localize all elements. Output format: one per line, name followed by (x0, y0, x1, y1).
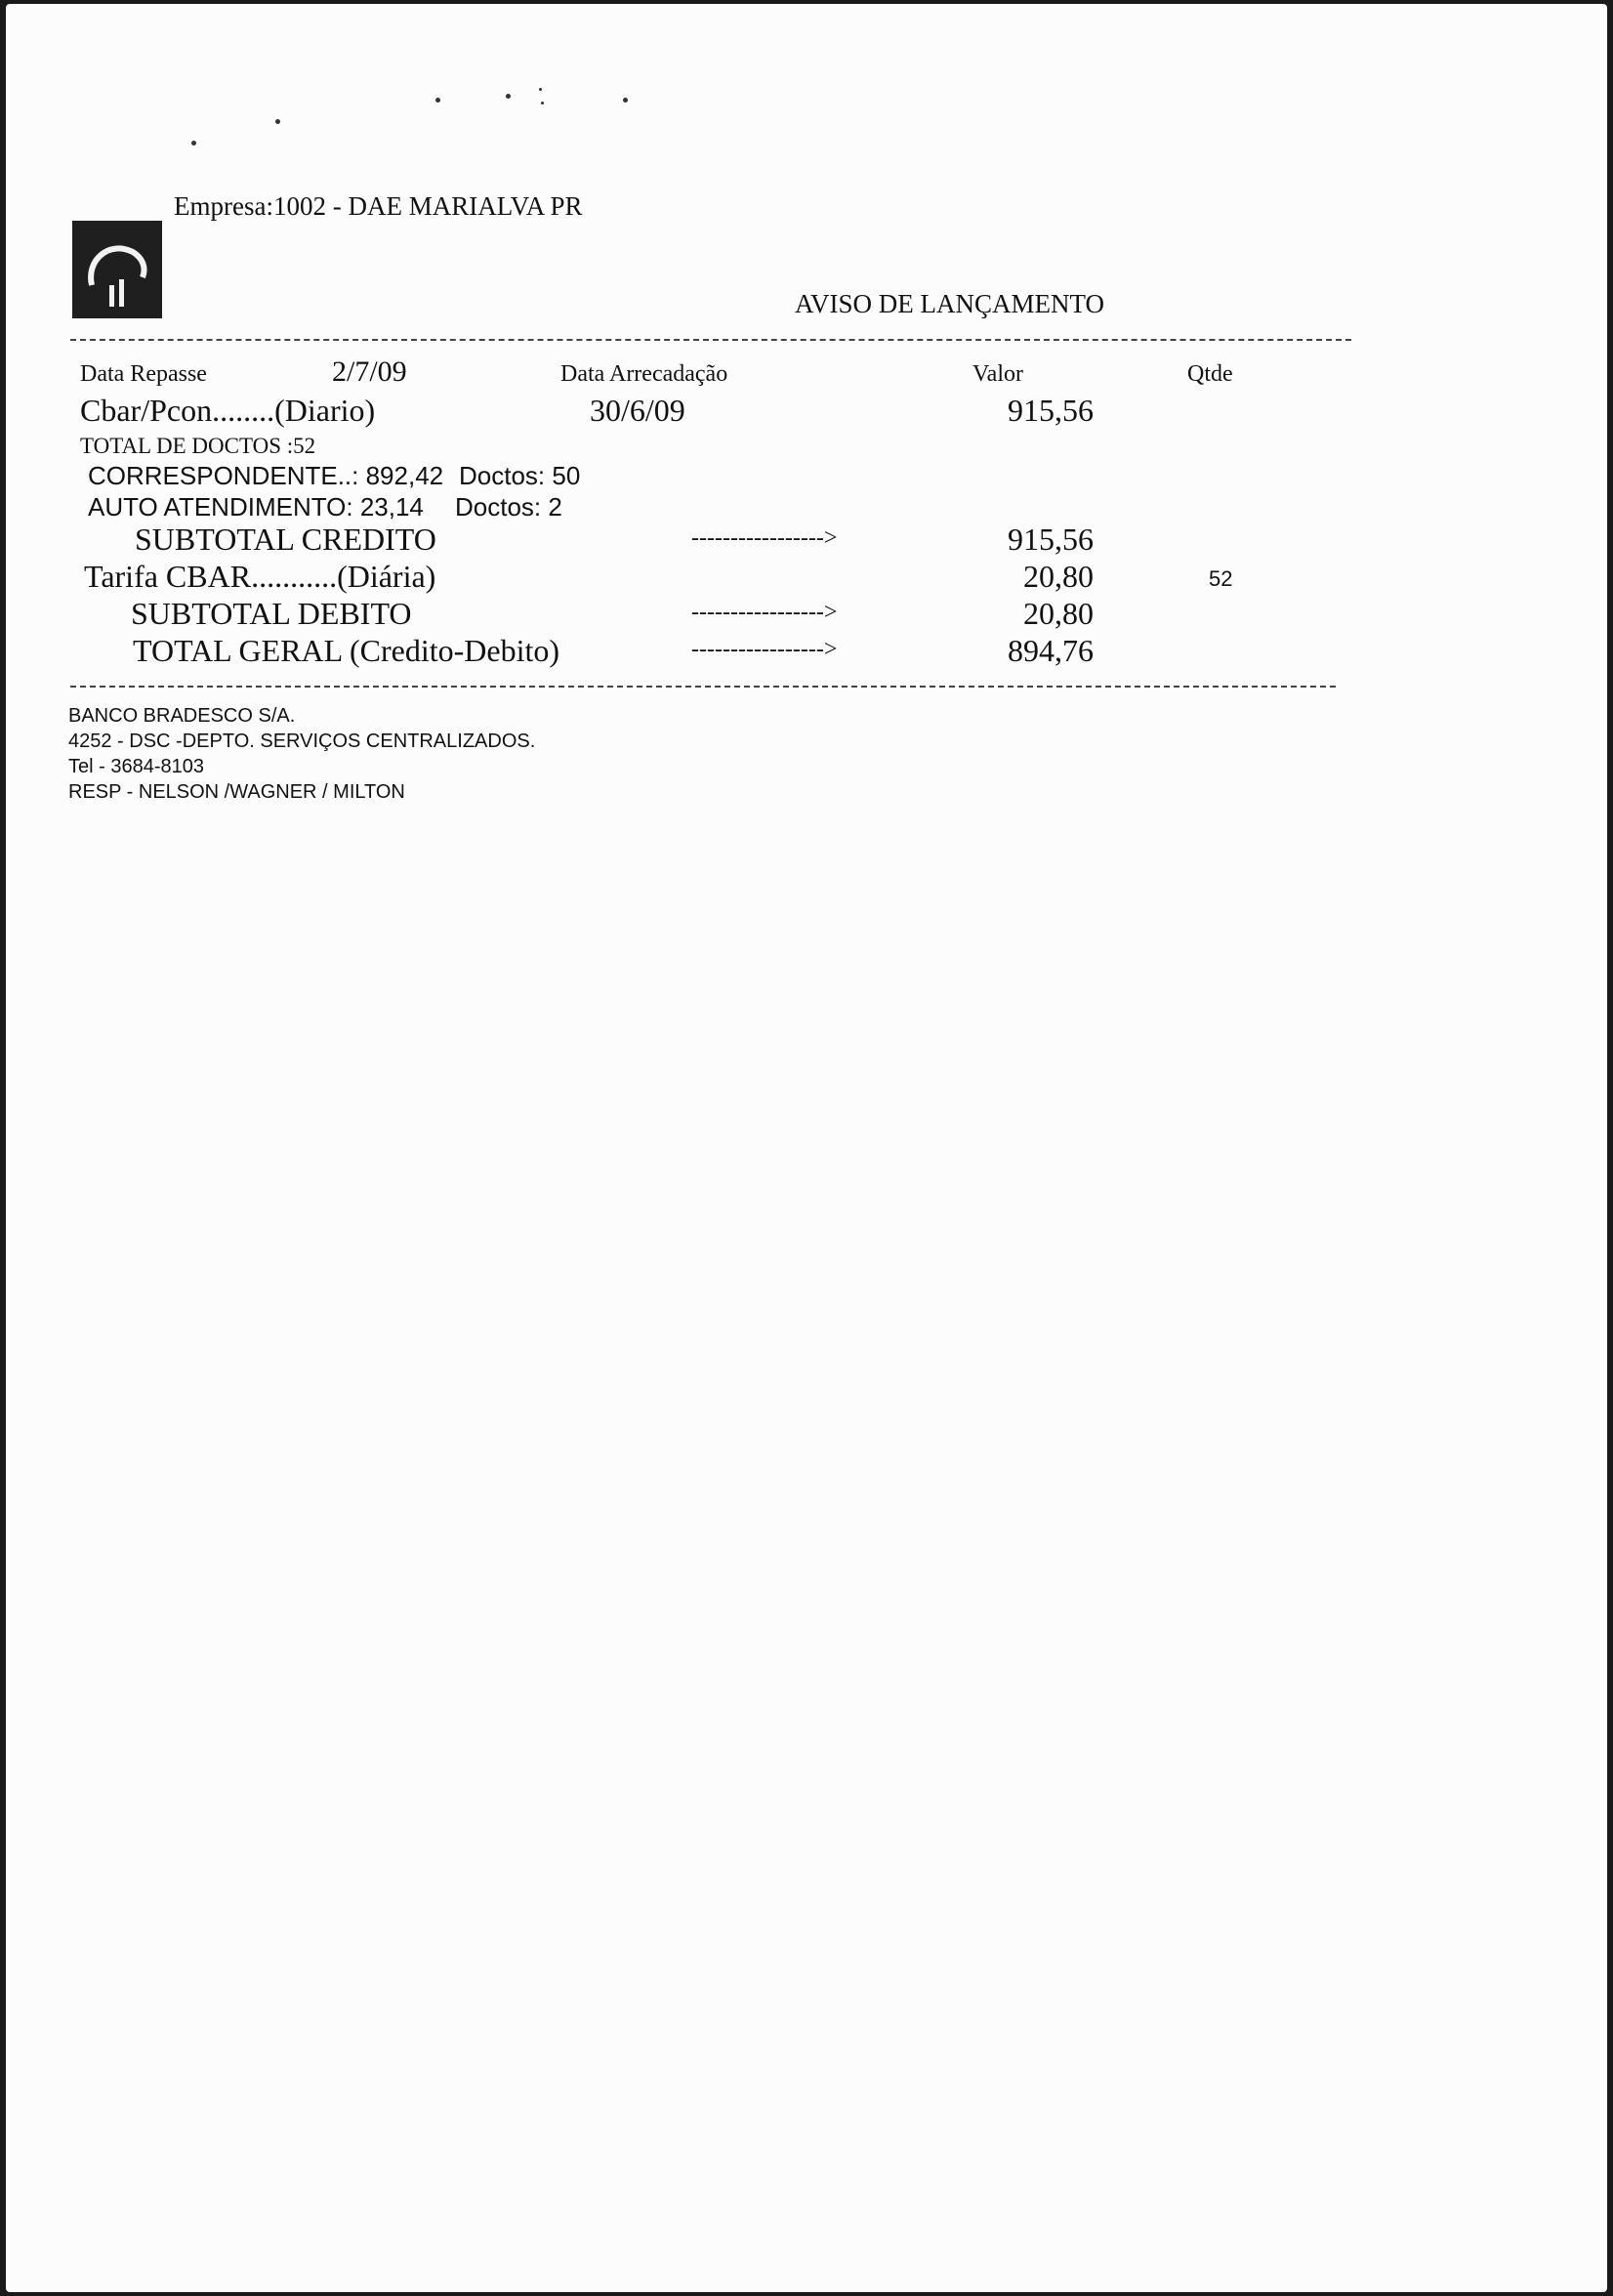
footer-resp: RESP - NELSON /WAGNER / MILTON (68, 781, 405, 803)
footer-tel: Tel - 3684-8103 (68, 756, 204, 777)
auto-atendimento-label: AUTO ATENDIMENTO: 23,14 (88, 492, 424, 522)
qtde-label: Qtde (1187, 361, 1233, 387)
correspondente-label: CORRESPONDENTE..: 892,42 (88, 461, 444, 490)
scan-speck (541, 102, 544, 104)
subtotal-credito-arrow: -----------------> (691, 525, 838, 551)
document-page (6, 4, 1607, 2292)
total-geral-label: TOTAL GERAL (Credito-Debito) (133, 633, 560, 668)
cbar-label: Cbar/Pcon........(Diario) (80, 393, 376, 428)
subtotal-debito-value: 20,80 (1023, 596, 1094, 631)
footer-bank: BANCO BRADESCO S/A. (68, 705, 296, 727)
bradesco-logo-icon (72, 221, 162, 318)
total-geral-value: 894,76 (1008, 633, 1094, 668)
scan-speck (191, 141, 196, 146)
document-title: AVISO DE LANÇAMENTO (795, 289, 1105, 318)
tarifa-value: 20,80 (1023, 559, 1094, 594)
tarifa-label: Tarifa CBAR...........(Diária) (84, 559, 436, 594)
data-arrecadacao-label: Data Arrecadação (560, 361, 728, 387)
scan-speck (623, 98, 628, 103)
separator-bottom (70, 686, 1336, 688)
scan-speck (435, 98, 440, 103)
scan-speck (275, 119, 280, 124)
cbar-value: 915,56 (1008, 393, 1094, 428)
company-name: Empresa:1002 - DAE MARIALVA PR (174, 191, 583, 221)
subtotal-debito-arrow: -----------------> (691, 600, 838, 625)
auto-atendimento-doctos: Doctos: 2 (455, 492, 562, 522)
total-doctos: TOTAL DE DOCTOS :52 (80, 434, 316, 458)
footer-dept: 4252 - DSC -DEPTO. SERVIÇOS CENTRALIZADOS. (68, 731, 536, 752)
total-geral-arrow: -----------------> (691, 637, 838, 662)
scan-speck (539, 88, 542, 91)
correspondente-doctos: Doctos: 50 (459, 461, 581, 490)
subtotal-credito-value: 915,56 (1008, 522, 1094, 557)
cbar-date: 30/6/09 (590, 393, 685, 428)
data-repasse-value: 2/7/09 (332, 355, 407, 388)
subtotal-credito-label: SUBTOTAL CREDITO (135, 522, 436, 557)
tarifa-qtde: 52 (1209, 566, 1233, 591)
data-repasse-label: Data Repasse (80, 361, 207, 387)
subtotal-debito-label: SUBTOTAL DEBITO (131, 596, 412, 631)
scan-speck (506, 94, 511, 99)
valor-label: Valor (972, 361, 1023, 387)
separator-top (70, 339, 1351, 341)
